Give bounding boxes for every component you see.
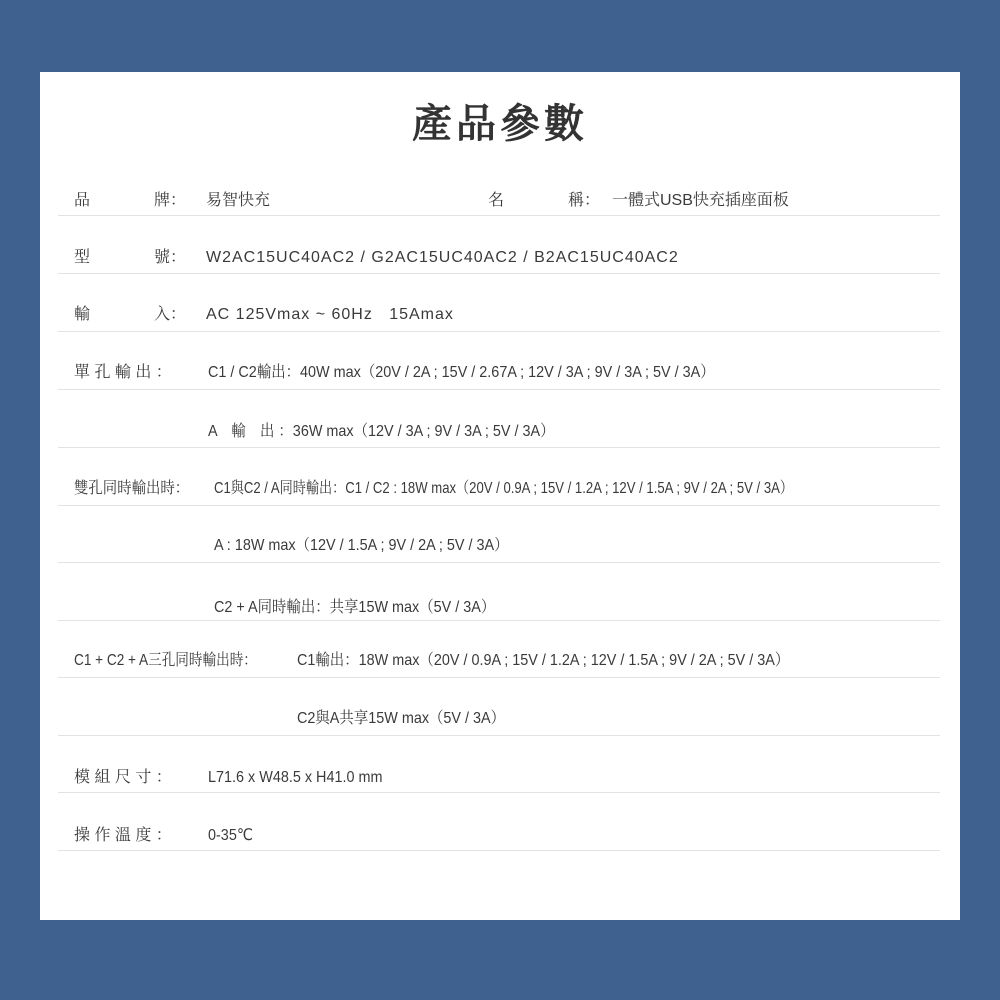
triple-output-label: C1 + C2 + A三孔同時輸出時： (74, 652, 257, 669)
single-output-a: A 輸 出 ：36W max（12V / 3A ; 9V / 3A ; 5V / 3A） (208, 423, 555, 440)
dual-output-c: C1與C2 / A同時輸出：C1 / C2 : 18W max（20V / 0.9A ; 15V / 1.2A ; 12V / 1.5A ; 9V / 2A ; 5V / 3A） (214, 480, 794, 497)
size-label: 模 組 尺 寸 ： (74, 769, 172, 786)
single-output-c: C1 / C2輸出：40W max（20V / 2A ; 15V / 2.67A ; 12V / 3A ; 9V / 3A ; 5V / 3A） (208, 364, 715, 381)
divider (58, 505, 940, 506)
model-label: 型 號： (74, 249, 187, 266)
temp-label: 操 作 溫 度 ： (74, 827, 172, 844)
input-value: AC 125Vmax ~ 60Hz 15Amax (206, 306, 454, 323)
name-label: 名 稱： (488, 192, 601, 209)
size-value: L71.6 x W48.5 x H41.0 mm (208, 769, 383, 786)
divider (58, 562, 940, 563)
divider (58, 850, 940, 851)
divider (58, 389, 940, 390)
divider (58, 620, 940, 621)
page-title: 產品參數 (412, 102, 588, 146)
divider (58, 735, 940, 736)
triple-output-c2a: C2與A共享15W max（5V / 3A） (297, 710, 506, 727)
dual-output-label: 雙孔同時輸出時： (74, 480, 190, 497)
dual-output-c2a: C2 + A同時輸出：共享15W max（5V / 3A） (214, 599, 496, 616)
triple-output-c1: C1輸出：18W max（20V / 0.9A ; 15V / 1.2A ; 12V / 1.5A ; 9V / 2A ; 5V / 3A） (297, 652, 790, 669)
input-label: 輸 入： (74, 306, 187, 323)
brand-label: 品 牌： (74, 192, 187, 209)
divider (58, 331, 940, 332)
single-output-label: 單 孔 輸 出 ： (74, 364, 172, 381)
dual-output-a: A : 18W max（12V / 1.5A ; 9V / 2A ; 5V / 3A） (214, 537, 509, 554)
model-value: W2AC15UC40AC2 / G2AC15UC40AC2 / B2AC15UC40AC2 (206, 249, 679, 266)
name-value: 一體式USB快充插座面板 (612, 192, 789, 209)
divider (58, 215, 940, 216)
divider (58, 792, 940, 793)
divider (58, 273, 940, 274)
divider (58, 677, 940, 678)
divider (58, 447, 940, 448)
temp-value: 0-35℃ (208, 827, 253, 844)
brand-value: 易智快充 (206, 192, 271, 209)
